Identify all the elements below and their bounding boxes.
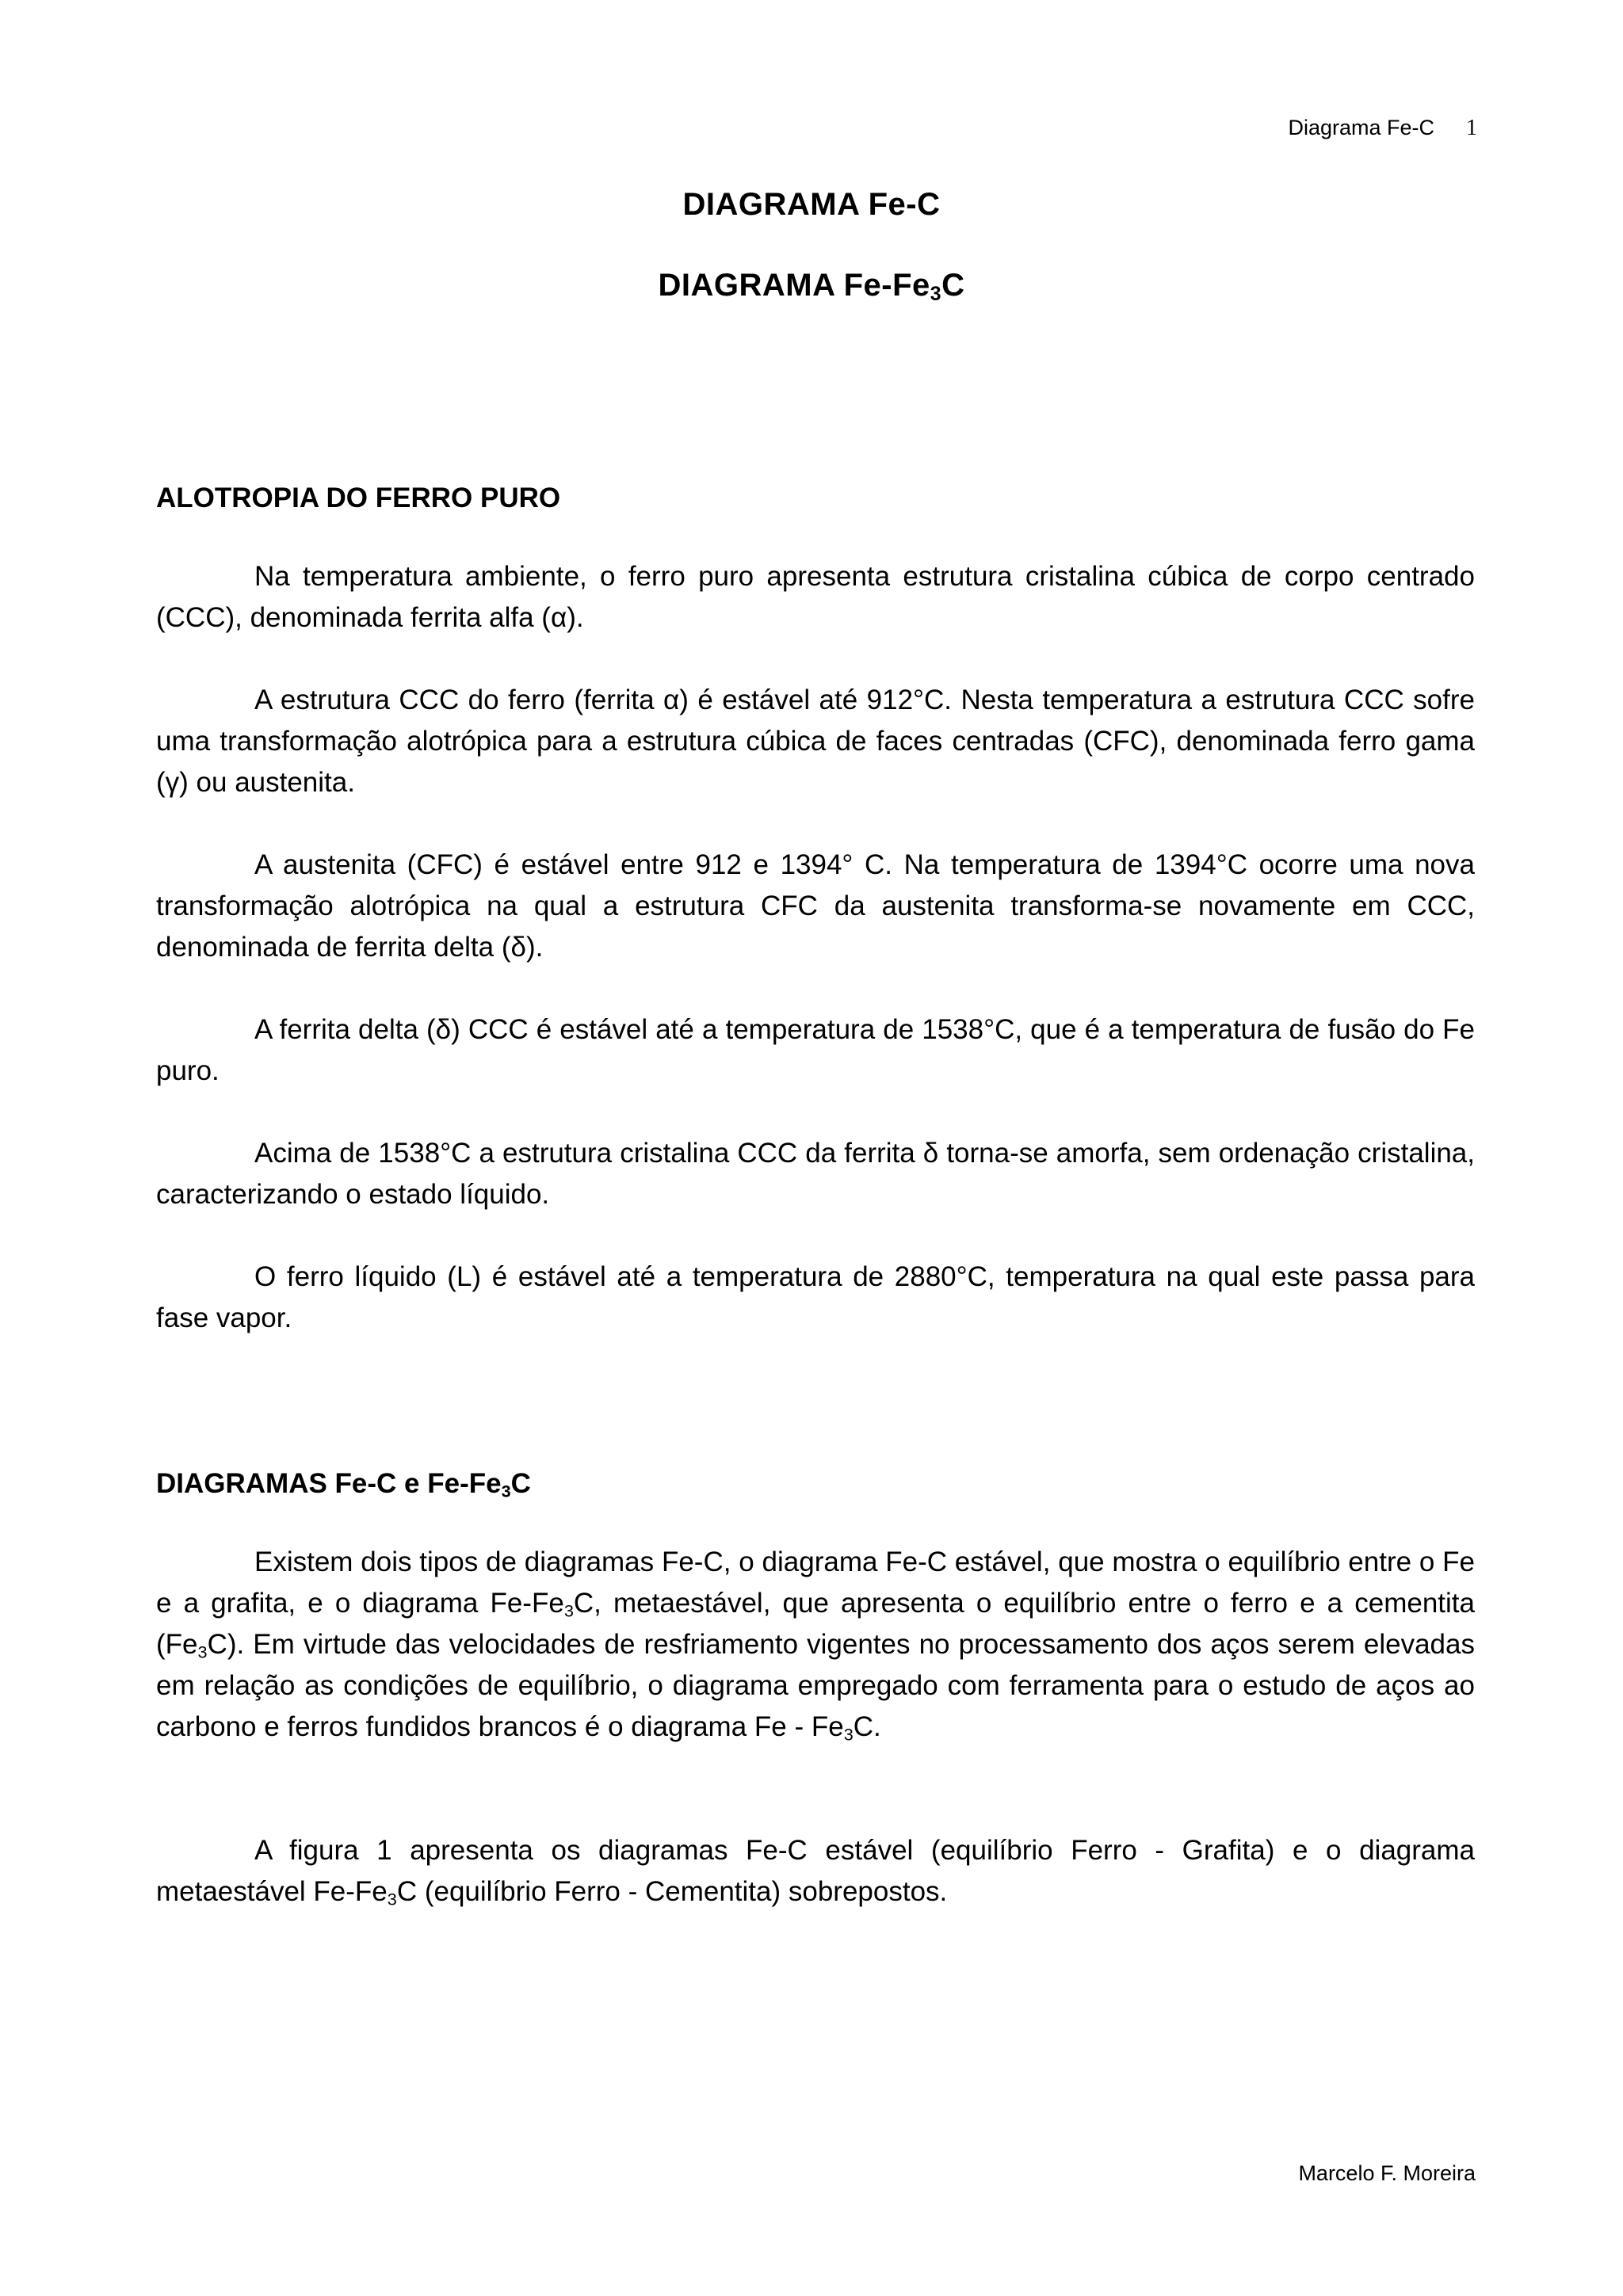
subtitle-subscript: 3 — [930, 284, 942, 306]
paragraph-text — [156, 1830, 1475, 1913]
paragraph — [156, 680, 1475, 803]
paragraph-text: A austenita (CFC) é estável entre 912 e 1394° C. Na temperatura de 1394°C ocorre uma nova transformação alotrópica na qual a estrutura CFC da austenita transforma-se novamente em CCC, denominada de ferrita delta (δ). — [156, 849, 1475, 963]
page-number: 1 — [1466, 116, 1477, 140]
paragraph-text: Acima de 1538°C a estrutura cristalina CCC da ferrita δ torna-se amorfa, sem ordenação cristalina, caracterizando o estado líquido. — [156, 1138, 1475, 1210]
paragraph — [156, 1133, 1475, 1215]
section-alotropia — [156, 478, 1475, 519]
subscript: 3 — [197, 1642, 208, 1662]
paragraph-text: O ferro líquido (L) é estável até a temperatura de 2880°C, temperatura na qual este passa para fase vapor. — [156, 1261, 1475, 1333]
footer-author: Marcelo F. Moreira — [1298, 2161, 1476, 2185]
section-heading-alotropia: ALOTROPIA DO FERRO PURO — [156, 482, 561, 513]
text-run: C. — [853, 1711, 881, 1742]
paragraph — [156, 845, 1475, 968]
main-title: DIAGRAMA Fe-C — [682, 187, 941, 222]
subscript: 3 — [843, 1724, 854, 1745]
subtitle — [0, 268, 1623, 306]
section-diagramas — [156, 1463, 1475, 1505]
paragraph-text: Na temperatura ambiente, o ferro puro apresenta estrutura cristalina cúbica de corpo centrado (CCC), denominada ferrita alfa (α). — [156, 561, 1475, 633]
running-header-title: Diagrama Fe-C — [1288, 116, 1434, 139]
paragraph — [156, 1542, 1475, 1748]
subscript: 3 — [387, 1889, 397, 1909]
subscript: 3 — [563, 1600, 574, 1621]
heading-suffix: C — [510, 1468, 531, 1499]
running-header — [1288, 116, 1477, 141]
text-run: C, metaestável, que apresenta o equilíbrio entre o ferro e a cementita (Fe — [156, 1588, 1476, 1660]
paragraph — [156, 556, 1475, 639]
section-heading-diagramas — [156, 1463, 1475, 1505]
heading-prefix: DIAGRAMAS Fe-C e Fe-Fe — [156, 1468, 502, 1499]
text-run: A figura 1 apresenta os diagramas Fe-C estável (equilíbrio Ferro - Grafita) e o diagrama metaestável Fe-Fe — [156, 1835, 1475, 1907]
text-run: C (equilíbrio Ferro - Cementita) sobrepostos. — [396, 1876, 948, 1907]
paragraph-text: A ferrita delta (δ) CCC é estável até a temperatura de 1538°C, que é a temperatura de fusão do Fe puro. — [156, 1014, 1475, 1086]
paragraph — [156, 1009, 1475, 1092]
subtitle-prefix: DIAGRAMA Fe-Fe — [658, 268, 930, 303]
subtitle-suffix: C — [941, 268, 965, 303]
paragraph-text — [156, 1542, 1475, 1748]
paragraph — [156, 1830, 1475, 1913]
text-run: C). Em virtude das velocidades de resfriamento vigentes no processamento dos aços serem elevadas em relação as condições de equilíbrio, o diagrama empregado com ferramenta para o estudo de aços ao carbono e ferros fundidos brancos é o diagrama Fe - Fe — [156, 1629, 1475, 1742]
text-run: Existem dois tipos de diagramas Fe-C, o diagrama Fe-C estável, que mostra o equilíbrio entre o Fe e a grafita, e o diagrama Fe-Fe — [156, 1547, 1475, 1619]
heading-subscript: 3 — [501, 1481, 511, 1501]
paragraph — [156, 1257, 1475, 1339]
paragraph-text: A estrutura CCC do ferro (ferrita α) é estável até 912°C. Nesta temperatura a estrutura CCC sofre uma transformação alotrópica para a estrutura cúbica de faces centradas (CFC), denominada ferro gama (γ) ou austenita. — [156, 685, 1475, 798]
